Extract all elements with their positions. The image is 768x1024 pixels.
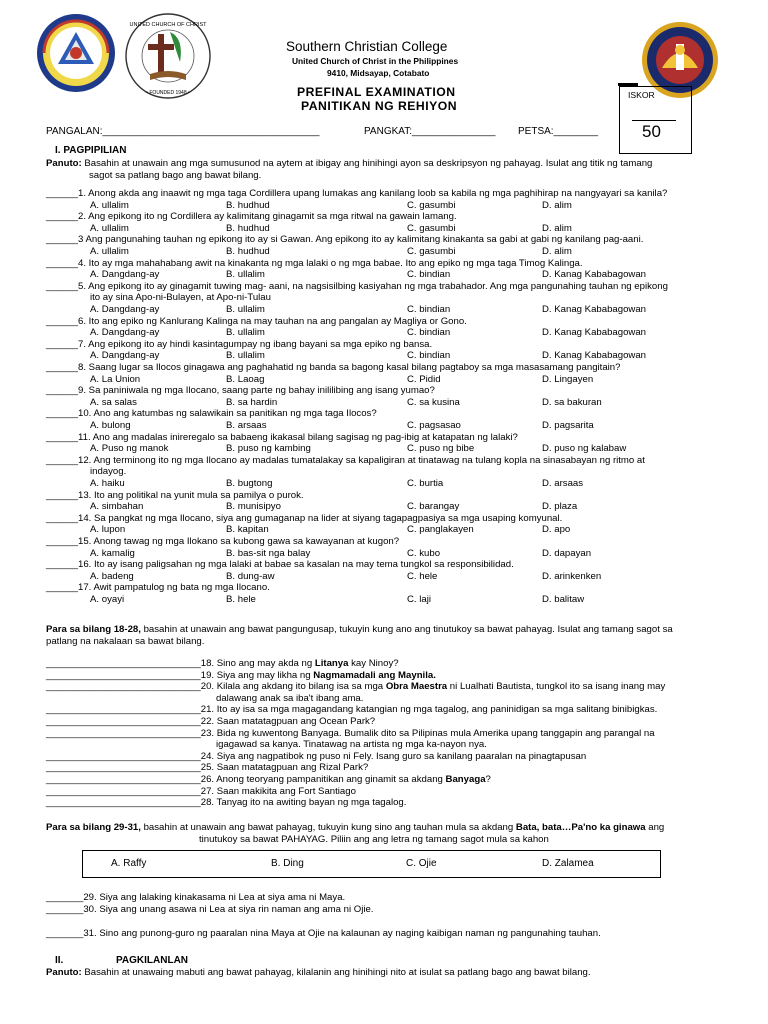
- item-text: _____________________________20. Kilala ang akdang ito bilang isa sa mga Obra Maestra ni Lualhati Bautista, tungkol ito sa isang inang may: [46, 681, 666, 693]
- option-d: D. arinkenken: [542, 570, 602, 582]
- item-text-cont: dalawang anak sa iba't ibang ama.: [216, 692, 364, 704]
- question-text: ______13. Ito ang politikal na yunit mula sa pamilya o purok.: [46, 489, 304, 501]
- part2-number: II.: [55, 955, 64, 966]
- question-text: ______10. Ano ang katumbas ng salawikain sa panitikan ng mga taga Ilocos?: [46, 408, 377, 420]
- section-field[interactable]: PANGKAT:_______________: [364, 126, 496, 137]
- option-b: B. sa hardin: [226, 396, 278, 408]
- exam-title: PREFINAL EXAMINATION: [297, 85, 456, 99]
- question-options: [46, 350, 736, 362]
- option-d: D. Kanag Kababagowan: [542, 269, 647, 281]
- option-a: A. ullalim: [90, 222, 129, 234]
- option-c: C. gasumbi: [407, 222, 456, 234]
- option-a: A. ullalim: [90, 199, 129, 211]
- option-b: B. munisipyo: [226, 501, 281, 513]
- question-text: ______14. Sa pangkat ng mga Ilocano, siya ang gumaganap na lider at siyang tagapagpasiya sa mga usaping komyunal.: [46, 512, 563, 524]
- question-text: ______11. Ano ang madalas inireregalo sa babaeng ikakasal bilang sagisag ng pag-ibig at katapatan ng lalaki?: [46, 431, 518, 443]
- option-a: A. simbahan: [90, 501, 144, 513]
- item-text: _____________________________22. Saan matatagpuan ang Ocean Park?: [46, 716, 376, 727]
- item-text: _____________________________28. Tanyag ito na awiting bayan ng mga tagalog.: [46, 797, 407, 809]
- option-b: B. ullalim: [226, 327, 265, 339]
- option-d: D. alim: [542, 222, 572, 234]
- option-a: A. badeng: [90, 570, 134, 582]
- item-20[interactable]: [46, 681, 736, 704]
- option-a: A. Dangdang-ay: [90, 327, 160, 339]
- section18-instructions: Para sa bilang 18-28, basahin at unawain ang bawat pangungusap, tukuyin kung ano ang tinutukoy sa bawat pahayag. Isulat ang tamang sagot sa: [46, 624, 673, 635]
- choice-b: B. Ding: [271, 858, 304, 869]
- question-options: [46, 420, 736, 432]
- character-choices-box: [82, 850, 661, 878]
- option-a: A. Puso ng manok: [90, 443, 169, 455]
- part1-instructions: Panuto: Basahin at unawain ang mga sumusunod na aytem at ibigay ang hinihingi ayon sa deskripsyon ng pahayag. Isulat ang titik ng tamang: [46, 158, 653, 169]
- question-options: [46, 223, 736, 235]
- item-23[interactable]: [46, 728, 736, 751]
- option-b: B. dung-aw: [226, 570, 275, 582]
- question-options: [46, 594, 736, 606]
- question-text: ______4. Ito ay mga mahahabang awit na kinakanta ng mga lalaki o ng mga babae. Ito ang epiko ng mga taga Timog Kalinga.: [46, 257, 583, 269]
- college-address: 9410, Midsayap, Cotabato: [327, 68, 430, 78]
- church-name: United Church of Christ in the Philippines: [292, 56, 459, 66]
- option-a: A. Dangdang-ay: [90, 303, 160, 315]
- question-12[interactable]: [46, 455, 736, 490]
- option-a: A. kamalig: [90, 547, 135, 559]
- item-25[interactable]: [46, 762, 736, 774]
- question-options: [46, 397, 736, 409]
- option-d: D. pagsarita: [542, 419, 594, 431]
- question-2[interactable]: [46, 211, 736, 234]
- question-15[interactable]: [46, 536, 736, 559]
- question-text: ______5. Ang epikong ito ay ginagamit tuwing mag- aani, na nagsisilbing kasiyahan ng mga trabahador. Ang mga pangunahing tauhan ng epikong: [46, 280, 668, 292]
- option-b: B. hudhud: [226, 199, 270, 211]
- option-c: C. hele: [407, 570, 438, 582]
- left-school-seal: [34, 12, 118, 94]
- item-30[interactable]: _______30. Siya ang unang asawa ni Lea at siya rin naman ang ama ni Ojie.: [46, 904, 374, 915]
- item-text: _____________________________23. Bida ng kuwentong Banyaga. Bumalik dito sa Pilipinas mula Amerika upang tanggapin ang parangal na: [46, 727, 655, 739]
- question-1[interactable]: [46, 188, 736, 211]
- question-17[interactable]: [46, 582, 736, 605]
- option-c: C. burtia: [407, 477, 444, 489]
- option-c: C. bindian: [407, 303, 451, 315]
- item-29[interactable]: _______29. Siya ang lalaking kinakasama ni Lea at siya ama ni Maya.: [46, 892, 346, 903]
- question-options: [46, 304, 736, 316]
- section18-instructions-cont: patlang na nakalaan sa bawat bilang.: [46, 636, 205, 647]
- option-b: B. puso ng kambing: [226, 443, 311, 455]
- option-d: D. apo: [542, 524, 571, 536]
- date-field[interactable]: PETSA:________: [518, 126, 599, 137]
- question-text: ______2. Ang epikong ito ng Cordillera ay kalimitang ginagamit sa mga ritwal na gawain lamang.: [46, 211, 457, 223]
- question-3[interactable]: [46, 234, 736, 257]
- part2-title: PAGKILANLAN: [116, 955, 189, 966]
- question-9[interactable]: [46, 385, 736, 408]
- option-c: C. bindian: [407, 327, 451, 339]
- question-text: ______12. Ang terminong ito ng mga Ilocano ay madalas tumatalakay sa kapaligiran at tinatawag na tulang kopla na sinasabayan ng ritmo at: [46, 454, 645, 466]
- question-text: ______17. Awit pampatulog ng bata ng mga Ilocano.: [46, 582, 270, 594]
- option-b: B. Laoag: [226, 373, 265, 385]
- option-b: B. bas-sit nga balay: [226, 547, 311, 559]
- option-b: B. hudhud: [226, 222, 270, 234]
- question-text-cont: indayog.: [90, 466, 127, 478]
- question-8[interactable]: [46, 362, 736, 385]
- question-text: ______8. Saang lugar sa Ilocos ginagawa ang paghahatid ng banda sa bagong kasal bilang pagtaboy sa mga masasamang pangitain?: [46, 362, 621, 373]
- question-7[interactable]: [46, 339, 736, 362]
- question-text: ______16. Ito ay isang paligsahan ng mga lalaki at babae sa kasalan na may tema tungkol sa responsibilidad.: [46, 559, 514, 571]
- item-text: _____________________________21. Ito ay isa sa mga magagandang katangian ng mga tagalog, ang paninidigan sa mga salitang binibigkas.: [46, 704, 658, 716]
- option-d: D. Lingayen: [542, 373, 594, 385]
- option-d: D. puso ng kalabaw: [542, 443, 627, 455]
- option-a: A. La Union: [90, 373, 141, 385]
- option-a: A. Dangdang-ay: [90, 269, 160, 281]
- question-text: ______3 Ang pangunahing tauhan ng epikong ito ay si Gawan. Ang epikong ito ay kalimitang kinakanta sa gabi at gabi ng kanilang pag-aani.: [46, 234, 644, 246]
- question-options: [46, 327, 736, 339]
- item-26[interactable]: [46, 774, 736, 786]
- option-b: B. kapitan: [226, 524, 269, 536]
- item-28[interactable]: [46, 797, 736, 809]
- option-c: C. gasumbi: [407, 199, 456, 211]
- question-10[interactable]: [46, 408, 736, 431]
- option-b: B. hudhud: [226, 245, 270, 257]
- option-d: D. Kanag Kababagowan: [542, 303, 647, 315]
- option-c: C. Pidid: [407, 373, 441, 385]
- option-a: A. lupon: [90, 524, 126, 536]
- subject-title: PANITIKAN NG REHIYON: [301, 99, 458, 113]
- option-d: D. alim: [542, 245, 572, 257]
- option-a: A. sa salas: [90, 396, 137, 408]
- option-d: D. plaza: [542, 501, 578, 513]
- question-13[interactable]: [46, 490, 736, 513]
- section29-instructions: Para sa bilang 29-31, basahin at unawain ang bawat pahayag, tukuyin kung sino ang tauhan mula sa akdang Bata, bata…Pa'no ka ginawa ang: [46, 822, 665, 833]
- item-27[interactable]: [46, 786, 736, 798]
- option-b: B. ullalim: [226, 269, 265, 281]
- choice-a: A. Raffy: [111, 858, 147, 869]
- option-b: B. ullalim: [226, 303, 265, 315]
- question-options: [46, 524, 736, 536]
- question-text: ______6. Ito ang epiko ng Kanlurang Kalinga na may tauhan na ang pangalan ay Magliya or Gono.: [46, 315, 467, 327]
- section29-instructions-cont: tinutukoy sa bawat PAHAYAG. Piliin ang ang letra ng tamang sagot mula sa kahon: [199, 834, 549, 845]
- option-d: D. alim: [542, 199, 572, 211]
- question-options: [46, 548, 736, 560]
- question-text: ______7. Ang epikong ito ay hindi kasintagumpay ng ibang bayani sa mga epiko ng bansa.: [46, 338, 433, 350]
- option-a: A. ullalim: [90, 245, 129, 257]
- question-options: [46, 269, 736, 281]
- question-options: [46, 200, 736, 212]
- option-c: C. pagsasao: [407, 419, 461, 431]
- option-c: C. puso ng bibe: [407, 443, 475, 455]
- question-5[interactable]: [46, 281, 736, 316]
- option-d: D. balitaw: [542, 593, 585, 605]
- option-b: B. ullalim: [226, 350, 265, 362]
- option-c: C. sa kusina: [407, 396, 460, 408]
- question-text: ______1. Anong akda ang inaawit ng mga taga Cordillera upang lumakas ang kanilang loob sa kabila ng mga paghihirap na nangyayari sa kanila?: [46, 188, 668, 199]
- item-text: _____________________________25. Saan matatagpuan ang Rizal Park?: [46, 762, 369, 774]
- item-text: _____________________________26. Anong teoryang pampanitikan ang ginamit sa akdang Banyaga?: [46, 774, 491, 785]
- option-b: B. arsaas: [226, 419, 267, 431]
- item-24[interactable]: [46, 751, 736, 763]
- option-a: A. Dangdang-ay: [90, 350, 160, 362]
- option-a: A. bulong: [90, 419, 131, 431]
- option-c: C. barangay: [407, 501, 460, 513]
- item-text-cont: igagawad sa kanya. Tinatawag na artista ng mga ka-nayon nya.: [216, 739, 487, 751]
- question-16[interactable]: [46, 559, 736, 582]
- option-c: C. laji: [407, 593, 431, 605]
- question-options: [46, 374, 736, 386]
- option-d: D. Kanag Kababagowan: [542, 327, 647, 339]
- option-a: A. haiku: [90, 477, 125, 489]
- question-options: [46, 501, 736, 513]
- option-d: D. dapayan: [542, 547, 592, 559]
- question-options: [46, 246, 736, 258]
- item-text: _____________________________27. Saan makikita ang Fort Santiago: [46, 785, 356, 797]
- item-22[interactable]: [46, 716, 736, 728]
- part1-title: I. PAGPIPILIAN: [55, 145, 127, 156]
- question-options: [46, 571, 736, 583]
- choice-d: D. Zalamea: [542, 858, 594, 869]
- item-21[interactable]: [46, 704, 736, 716]
- question-14[interactable]: [46, 513, 736, 536]
- question-4[interactable]: [46, 258, 736, 281]
- option-d: D. arsaas: [542, 477, 584, 489]
- score-box: [619, 86, 692, 154]
- question-11[interactable]: [46, 432, 736, 455]
- score-label: ISKOR: [628, 90, 655, 100]
- choice-c: C. Ojie: [406, 858, 437, 869]
- item-text: _____________________________19. Siya ang may likha ng Nagmamadali ang Maynila.: [46, 669, 436, 681]
- question-text: ______15. Anong tawag ng mga Ilokano sa kubong gawa sa kawayanan at kugon?: [46, 536, 400, 547]
- question-text-cont: ito ay sina Apo-ni-Bulayen, at Apo-ni-Tulau: [90, 292, 271, 304]
- item-31[interactable]: _______31. Sino ang punong-guro ng paaralan nina Maya at Ojie na kalaunan ay naging kaibigan naman ng pangunahing tauhan.: [46, 928, 601, 939]
- option-a: A. oyayi: [90, 593, 125, 605]
- option-c: C. bindian: [407, 350, 451, 362]
- name-field[interactable]: PANGALAN:_______________________________________: [46, 126, 320, 137]
- item-text: _____________________________18. Sino ang may akda ng Litanya kay Ninoy?: [46, 658, 399, 669]
- option-c: C. panglakayen: [407, 524, 474, 536]
- question-6[interactable]: [46, 316, 736, 339]
- item-text: _____________________________24. Siya ang nagpatibok ng puso ni Fely. Isang guro sa kanilang paaralan na pinagtapusan: [46, 750, 587, 762]
- option-c: C. kubo: [407, 547, 441, 559]
- question-text: ______9. Sa paniniwala ng mga Ilocano, saang parte ng bahay inililibing ang isang yumao?: [46, 385, 435, 397]
- part1-instructions-cont: sagot sa patlang bago ang bawat bilang.: [89, 170, 262, 181]
- option-c: C. gasumbi: [407, 245, 456, 257]
- option-b: B. bugtong: [226, 477, 273, 489]
- question-options: [46, 478, 736, 490]
- option-d: D. sa bakuran: [542, 396, 602, 408]
- college-name: Southern Christian College: [286, 39, 448, 54]
- ucc-philippines-seal: [122, 12, 214, 100]
- svg-text:• FOUNDED 1948 •: • FOUNDED 1948 •: [146, 90, 190, 96]
- option-b: B. hele: [226, 593, 256, 605]
- question-options: [46, 443, 736, 455]
- score-total: 50: [642, 122, 661, 141]
- option-d: D. Kanag Kababagowan: [542, 350, 647, 362]
- item-18[interactable]: [46, 658, 736, 670]
- item-19[interactable]: [46, 670, 736, 682]
- part2-instructions: Panuto: Basahin at unawaing mabuti ang bawat pahayag, kilalanin ang hinihingi nito at isulat sa patlang bago ang bawat bilang.: [46, 967, 591, 978]
- option-c: C. bindian: [407, 269, 451, 281]
- svg-text:UNITED CHURCH OF CHRIST: UNITED CHURCH OF CHRIST: [129, 22, 207, 28]
